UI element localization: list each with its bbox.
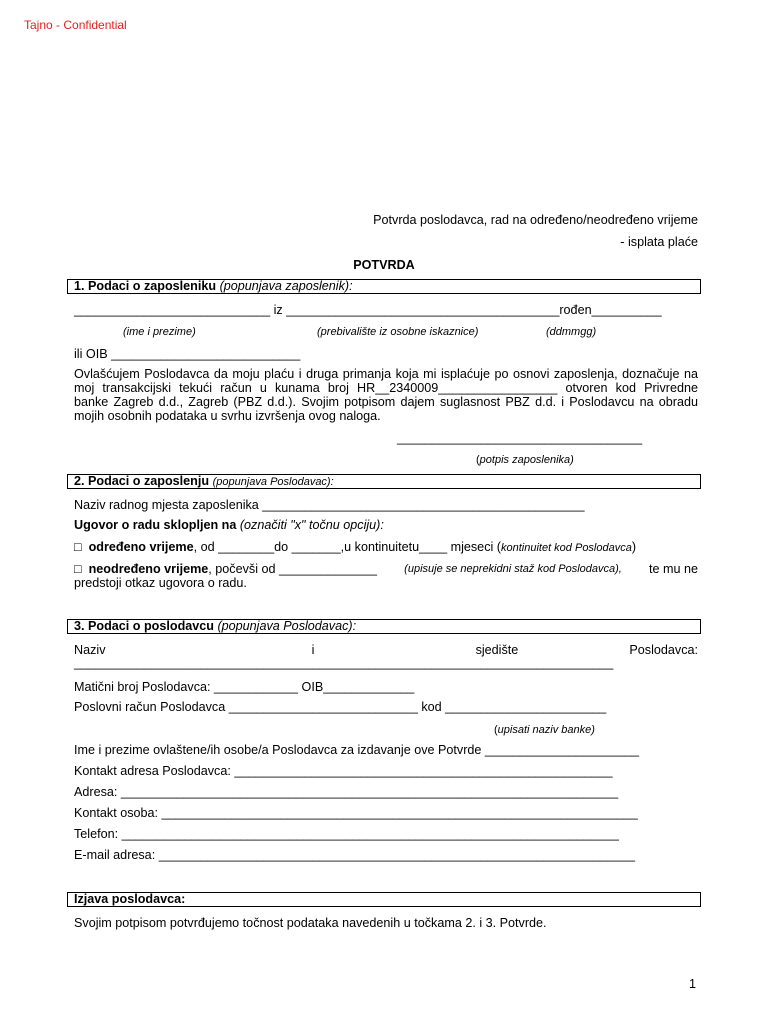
registration-number-line[interactable]: Matični broj Poslodavca: ____________ OIB_____________ [74, 680, 415, 694]
statement-header [67, 892, 701, 907]
job-title-line[interactable]: Naziv radnog mjesta zaposlenika ______________________________________________ [74, 498, 585, 512]
contract-type-line: Ugovor o radu sklopljen na (označiti "x" točnu opciju): [74, 518, 384, 532]
page-number: 1 [689, 977, 697, 991]
email-line[interactable]: E-mail adresa: ____________________________________________________________________ [74, 848, 635, 862]
employee-signature-line[interactable]: ___________________________________ [397, 431, 643, 445]
section1-title: 1. Podaci o zaposleniku [74, 279, 217, 293]
document-header-line2: - isplata plaće [620, 235, 698, 249]
caption-residence: (prebivalište iz osobne iskaznice) [317, 326, 479, 338]
section2-header [67, 474, 701, 489]
statement-text: Svojim potpisom potvrđujemo točnost podataka navedenih u točkama 2. i 3. Potvrde. [74, 916, 547, 930]
business-account-line[interactable]: Poslovni račun Poslodavca ___________________________ kod _______________________ [74, 700, 607, 714]
option-fixed-term: □ određeno vrijeme, od ________do _______,u kontinuitetu____ mjeseci (kontinuitet kod Poslodavca) [74, 540, 637, 554]
section3-note: (popunjava Poslodavac): [217, 619, 357, 633]
authorized-person-line[interactable]: Ime i prezime ovlaštene/ih osobe/a Poslodavca za izdavanje ove Potvrde ______________________ [74, 743, 640, 757]
checkbox-icon[interactable]: □ [74, 540, 82, 554]
section3-title: 3. Podaci o poslodavcu [74, 619, 214, 633]
authorization-line3: banke Zagreb d.d., Zagreb (PBZ d.d.). Svojim potpisom dajem suglasnost PBZ d.d. i Poslodavcu na obradu [74, 395, 698, 409]
oib-line[interactable]: ili OIB ___________________________ [74, 347, 301, 361]
contact-address-line[interactable]: Kontakt adresa Poslodavca: ______________________________________________________ [74, 764, 613, 778]
authorization-line4: mojih osobnih podataka u svrhu izvršenja ovog naloga. [74, 409, 381, 423]
document-title: POTVRDA [353, 258, 415, 272]
caption-name: (ime i prezime) [123, 326, 196, 338]
signature-caption: (potpis zaposlenika) [476, 454, 574, 466]
option-permanent: □ neodređeno vrijeme, počevši od ______________ (upisuje se neprekidni staž kod Poslodavca), te mu ne [74, 562, 698, 576]
checkbox-icon[interactable]: □ [74, 562, 82, 576]
section1-note: (popunjava zaposlenik): [219, 279, 353, 293]
section3-header [67, 619, 701, 634]
contact-person-line[interactable]: Kontakt osoba: ____________________________________________________________________ [74, 806, 638, 820]
phone-line[interactable]: Telefon: _______________________________________________________________________ [74, 827, 619, 841]
section2-note: (popunjava Poslodavac): [212, 476, 334, 488]
authorization-line1: Ovlašćujem Poslodavca da moju plaću i druga primanja koja mi isplaćuje po osnovi zaposlenja, doznačuje na [74, 367, 698, 381]
employer-name-underline[interactable]: _____________________________________________________________________________ [74, 656, 614, 670]
employer-name-row: Naziv i sjedište Poslodavca: [74, 643, 698, 657]
address-line[interactable]: Adresa: _______________________________________________________________________ [74, 785, 619, 799]
section1-header [67, 279, 701, 294]
document-header-line1: Potvrda poslodavca, rad na određeno/neodređeno vrijeme [373, 213, 698, 227]
bank-caption: (upisati naziv banke) [494, 724, 595, 736]
option-permanent-line2: predstoji otkaz ugovora o radu. [74, 576, 247, 590]
confidential-label: Tajno - Confidential [24, 18, 127, 32]
section2-title: 2. Podaci o zaposlenju [74, 474, 210, 488]
authorization-line2: moj transakcijski tekući račun u kunama broj HR__2340009_________________ otvoren kod Privredne [74, 381, 698, 395]
employee-name-line[interactable]: ____________________________ iz _______________________________________rođen__________ [74, 303, 662, 317]
statement-title: Izjava poslodavca: [74, 892, 186, 906]
caption-date: (ddmmgg) [546, 326, 597, 338]
